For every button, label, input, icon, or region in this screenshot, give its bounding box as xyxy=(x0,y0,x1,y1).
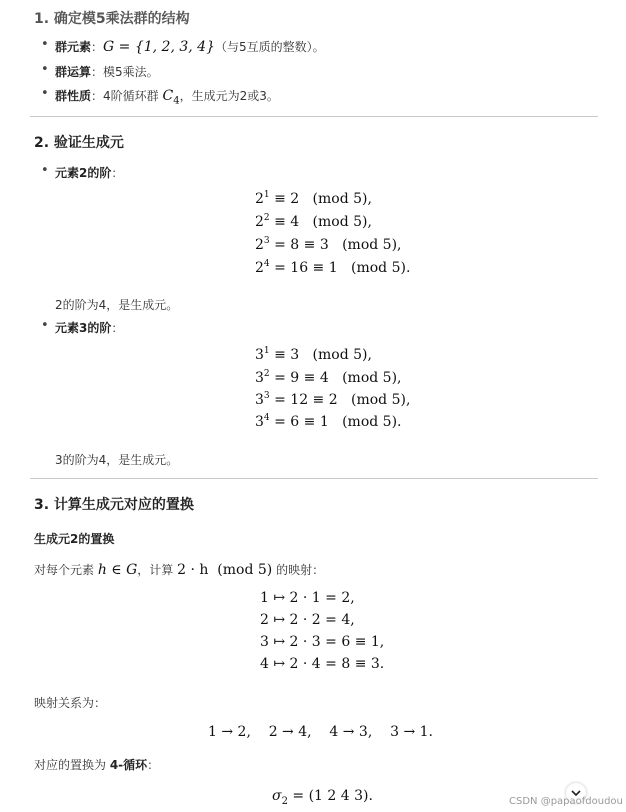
equation-row: $3^4 = 6 \equiv 1$ (mod 5). xyxy=(255,413,402,430)
permutation-text: 对应的置换为 4-循环： xyxy=(34,758,160,772)
equation-row: $3^3 = 12 \equiv 2$ (mod 5), xyxy=(255,391,411,408)
mapping-label: 映射关系为： xyxy=(34,696,107,710)
math-group-set: G = {1, 2, 3, 4} xyxy=(103,39,215,55)
conclusion-text: 2的阶为4，是生成元。 xyxy=(55,298,179,312)
item-label: 群运算 xyxy=(55,65,92,79)
equation-row: $2^3 = 8 \equiv 3$ (mod 5), xyxy=(255,236,402,253)
equation-row: $3^2 = 9 \equiv 4$ (mod 5), xyxy=(255,369,402,386)
list-item: • 群性质：4阶循环群 $C_4$，生成元为2或3。 xyxy=(55,87,279,106)
equation-row: $2^1 \equiv 2$ (mod 5), xyxy=(255,190,372,207)
list-item: • 群运算：模5乘法。 xyxy=(55,63,159,80)
list-item: • 元素2的阶： xyxy=(55,164,123,181)
equation-row: $2^4 = 16 \equiv 1$ (mod 5). xyxy=(255,259,411,276)
conclusion-text: 3的阶为4，是生成元。 xyxy=(55,453,179,467)
divider xyxy=(30,116,598,117)
item-label: 元素2的阶 xyxy=(55,166,112,180)
list-item: • 元素3的阶： xyxy=(55,319,123,336)
section-1-title: 1. 确定模5乘法群的结构 xyxy=(34,11,190,27)
section-3-title: 3. 计算生成元对应的置换 xyxy=(34,497,194,513)
item-label: 群性质 xyxy=(55,89,92,103)
item-label: 群元素 xyxy=(55,40,92,54)
mapping-line: 1 → 2, 2 → 4, 4 → 3, 3 → 1. xyxy=(208,724,433,740)
section-2-title: 2. 验证生成元 xyxy=(34,135,124,151)
mapping-row: 1 ↦ 2 · 1 = 2, xyxy=(260,590,355,606)
intro-text: 对每个元素 h ∈ G，计算 2 · h (mod 5) 的映射： xyxy=(34,562,325,578)
mapping-row: 2 ↦ 2 · 2 = 4, xyxy=(260,612,355,628)
divider xyxy=(30,478,598,479)
equation-row: $3^1 \equiv 3$ (mod 5), xyxy=(255,346,372,363)
equation-row: $2^2 \equiv 4$ (mod 5), xyxy=(255,213,372,230)
permutation-formula: $\sigma_2 = (1$ 2 4 3). xyxy=(272,788,373,807)
math-cyclic-group: C xyxy=(162,88,174,104)
mapping-row: 3 ↦ 2 · 3 = 6 ≡ 1, xyxy=(260,634,385,650)
subsection-title: 生成元2的置换 xyxy=(34,532,115,546)
mapping-row: 4 ↦ 2 · 4 = 8 ≡ 3. xyxy=(260,656,385,672)
watermark: CSDN @papaofdoudou xyxy=(509,796,623,807)
list-item: • 群元素：G = {1, 2, 3, 4}（与5互质的整数）。 xyxy=(55,38,325,55)
item-label: 元素3的阶 xyxy=(55,321,112,335)
